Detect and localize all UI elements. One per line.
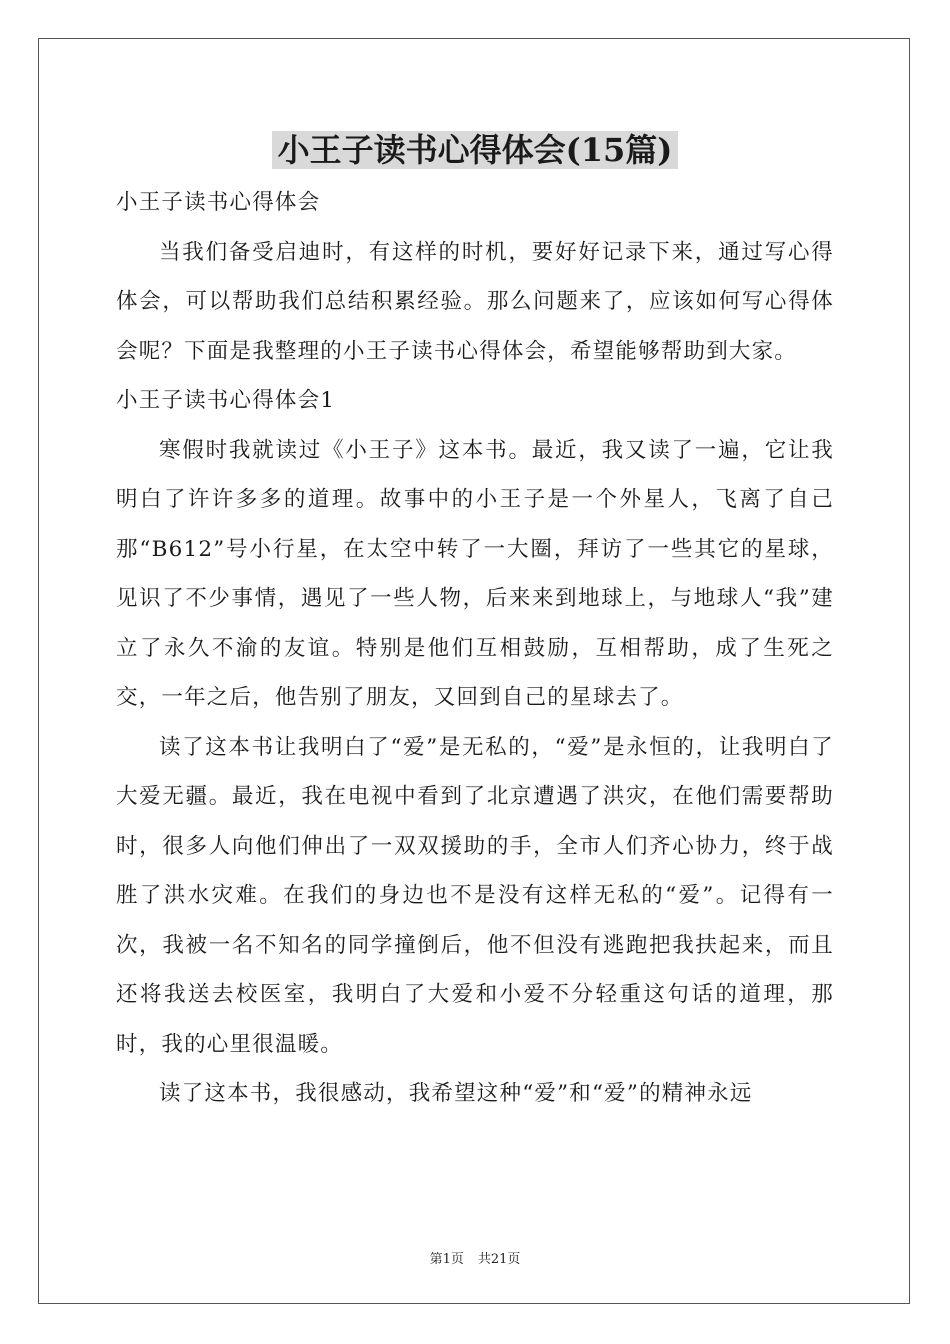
page-footer xyxy=(0,1248,950,1267)
section-heading: 小王子读书心得体会 xyxy=(116,190,321,215)
page-number: 第1页 xyxy=(429,1252,464,1267)
body-paragraph: 读了这本书，我很感动，我希望这种“爱”和“爱”的精神永远 xyxy=(159,1081,753,1106)
document-title xyxy=(0,128,950,172)
body-paragraph: 寒假时我就读过《小王子》这本书。最近，我又读了一遍，它让我明白了许许多多的道理。故事中的小王子是一个外星人，飞离了自己那“B612”号小行星，在太空中转了一大圈，拜访了一些其它的星球，见识了不少事情，遇见了一些人物，后来来到地球上，与地球人“我”建立了永久不渝的友谊。特别是他们互相鼓励，互相帮助，成了生死之交，一年之后，他告别了朋友，又回到自己的星球去了。 xyxy=(116,437,834,710)
document-title-text: 小王子读书心得体会(15篇) xyxy=(272,131,679,169)
document-body xyxy=(116,178,834,1119)
section-heading: 小王子读书心得体会1 xyxy=(116,388,336,413)
body-paragraph: 当我们备受启迪时，有这样的时机，要好好记录下来，通过写心得体会，可以帮助我们总结积累经验。那么问题来了，应该如何写心得体会呢？下面是我整理的小王子读书心得体会，希望能够帮助到大家。 xyxy=(116,239,834,364)
page-total: 共21页 xyxy=(477,1252,521,1267)
body-paragraph: 读了这本书让我明白了“爱”是无私的，“爱”是永恒的，让我明白了大爱无疆。最近，我在电视中看到了北京遭遇了洪灾，在他们需要帮助时，很多人向他们伸出了一双双援助的手，全市人们齐心协力，终于战胜了洪水灾难。在我们的身边也不是没有这样无私的“爱”。记得有一次，我被一名不知名的同学撞倒后，他不但没有逃跑把我扶起来，而且还将我送去校医室，我明白了大爱和小爱不分轻重这句话的道理，那时，我的心里很温暖。 xyxy=(116,734,834,1057)
